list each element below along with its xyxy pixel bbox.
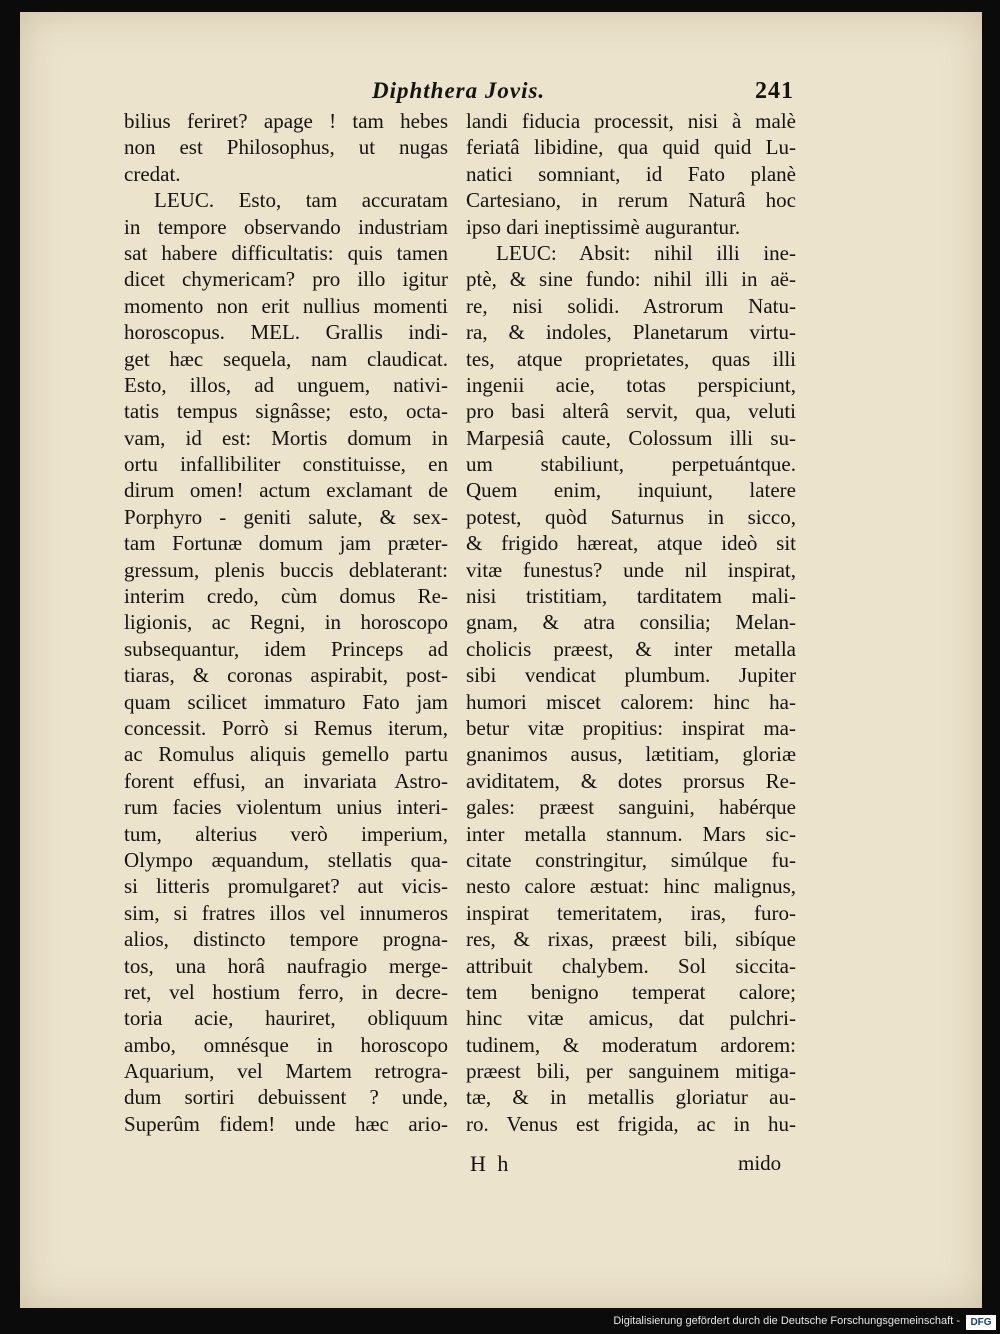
text-line: aviditatem, & dotes prorsus Re- — [466, 768, 796, 793]
text-line: rum facies violentum unius interi- — [124, 795, 448, 820]
text-line: tam Fortunæ domum jam præter- — [124, 531, 448, 556]
text-line: toria acie, hauriret, obliquum — [124, 1006, 448, 1031]
text-line: tos, una horâ naufragio merge- — [124, 953, 448, 978]
text-line: ligionis, ac Regni, in horoscopo — [124, 610, 448, 635]
text-line: landi fiducia processit, nisi à malè — [466, 109, 796, 133]
text-line: subsequantur, idem Princeps ad — [124, 636, 448, 661]
text-line: pro basi alterâ servit, qua, veluti — [466, 399, 796, 424]
text-line: hinc vitæ amicus, dat pulchri- — [466, 1006, 796, 1031]
text-line: forent effusi, an invariata Astro- — [124, 768, 448, 793]
running-head — [0, 78, 1000, 108]
printer-signature-mark: H h — [470, 1151, 512, 1176]
page-number: 241 — [755, 78, 794, 104]
text-line: gales: præest sanguini, habérque — [466, 795, 796, 820]
text-line: ortu infallibiliter constituisse, en — [124, 452, 448, 477]
text-line: ingenii acie, totas perspiciunt, — [466, 372, 796, 397]
text-line: horoscopus. MEL. Grallis indi- — [124, 320, 448, 345]
text-line: um stabiliunt, perpetuántque. — [466, 452, 796, 477]
text-line: gnanimos ausus, lætitiam, gloriæ — [466, 742, 796, 767]
text-line: sibi vendicat plumbum. Jupiter — [466, 663, 796, 688]
text-line: bilius feriret? apage ! tam hebes — [124, 109, 448, 133]
text-line: interim credo, cùm domus Re- — [124, 584, 448, 609]
catchword: mido — [738, 1151, 782, 1175]
text-line: si litteris promulgaret? aut vicis- — [124, 874, 448, 899]
text-line: in tempore observando industriam — [124, 214, 448, 239]
text-line: dicet chymericam? pro illo igitur — [124, 267, 448, 292]
text-line: Aquarium, vel Martem retrogra- — [124, 1059, 448, 1084]
text-line: Superûm fidem! unde hæc ario- — [124, 1111, 448, 1136]
text-line: non est Philosophus, ut nugas — [124, 135, 448, 160]
text-line: nisi tristitiam, tarditatem mali- — [466, 584, 796, 609]
text-line: ambo, omnésque in horoscopo — [124, 1032, 448, 1057]
text-line: citate constringitur, simúlque fu- — [466, 847, 796, 872]
text-column-left — [124, 108, 448, 1137]
text-line: tæ, & in metallis gloriatur au- — [466, 1085, 796, 1110]
text-line: tiaras, & coronas aspirabit, post- — [124, 663, 448, 688]
text-line: præest bili, per sanguinem mitiga- — [466, 1059, 796, 1084]
text-line: potest, quòd Saturnus in sicco, — [466, 504, 796, 529]
text-line: res, & rixas, præest bili, sibíque — [466, 927, 796, 952]
running-title: Diphthera Jovis. — [372, 78, 546, 103]
text-line: get hæc sequela, nam claudicat. — [124, 346, 448, 371]
text-line: inter metalla stannum. Mars sic- — [466, 821, 796, 846]
text-line: tudinem, & moderatum ardorem: — [466, 1032, 796, 1057]
text-line: humori miscet calorem: hinc ha- — [466, 689, 796, 714]
text-line: tatis tempus signâsse; esto, octa- — [124, 399, 448, 424]
text-line: tes, atque proprietates, quas illi — [466, 346, 796, 371]
text-line: quam scilicet immaturo Fato jam — [124, 689, 448, 714]
text-line: ra, & indoles, Planetarum virtu- — [466, 320, 796, 345]
text-line: LEUC. Esto, tam accuratam — [154, 188, 448, 213]
text-line: alios, distincto tempore progna- — [124, 927, 448, 952]
text-line: Cartesiano, in rerum Naturâ hoc — [466, 188, 796, 213]
digitization-notice: Digitalisierung gefördert durch die Deutsche Forschungsgemeinschaft - — [613, 1315, 960, 1327]
text-line: dirum omen! actum exclamant de — [124, 478, 448, 503]
text-line: tum, alterius verò imperium, — [124, 821, 448, 846]
text-line: credat. — [124, 161, 181, 186]
text-line: & frigido hæreat, atque ideò sit — [466, 531, 796, 556]
text-line: ret, vel hostium ferro, in decre- — [124, 979, 448, 1004]
text-line: Porphyro - geniti salute, & sex- — [124, 504, 448, 529]
text-line: cholicis præest, & inter metalla — [466, 636, 796, 661]
text-line: sim, si fratres illos vel innumeros — [124, 900, 448, 925]
text-line: betur vitæ propitius: inspirat ma- — [466, 715, 796, 740]
text-line: nesto calore æstuat: hinc malignus, — [466, 874, 796, 899]
text-line: inspirat temeritatem, iras, furo- — [466, 900, 796, 925]
text-line: Quem enim, inquiunt, latere — [466, 478, 796, 503]
text-column-right — [466, 108, 796, 1137]
text-line: gressum, plenis buccis deblaterant: — [124, 557, 448, 582]
text-line: tem benigno temperat calore; — [466, 979, 796, 1004]
text-line: natici somniant, id Fato planè — [466, 161, 796, 186]
text-line: ac Romulus aliquis gemello partu — [124, 742, 448, 767]
text-line: Olympo æquandum, stellatis qua- — [124, 847, 448, 872]
text-line: sat habere difficultatis: quis tamen — [124, 240, 448, 265]
text-line: vam, id est: Mortis domum in — [124, 425, 448, 450]
text-line: ro. Venus est frigida, ac in hu- — [466, 1111, 796, 1136]
digitization-credit-bar — [560, 1312, 1000, 1334]
text-line: Esto, illos, ad unguem, nativi- — [124, 372, 448, 397]
text-line: dum sortiri debuissent ? unde, — [124, 1085, 448, 1110]
text-line: Marpesiâ caute, Colossum illi su- — [466, 425, 796, 450]
dfg-logo: DFG — [966, 1315, 996, 1330]
text-line: concessit. Porrò si Remus iterum, — [124, 715, 448, 740]
text-line: feriatâ libidine, qua quid quid Lu- — [466, 135, 796, 160]
text-line: LEUC: Absit: nihil illi ine- — [496, 240, 796, 265]
text-line: re, nisi solidi. Astrorum Natu- — [466, 293, 796, 318]
text-line: attribuit chalybem. Sol siccita- — [466, 953, 796, 978]
text-line: ipso dari ineptissimè augurantur. — [466, 214, 741, 239]
text-line: gnam, & atra consilia; Melan- — [466, 610, 796, 635]
text-line: vitæ funestus? unde nil inspirat, — [466, 557, 796, 582]
text-line: momento non erit nullius momenti — [124, 293, 448, 318]
text-line: ptè, & sine fundo: nihil illi in aë- — [466, 267, 796, 292]
